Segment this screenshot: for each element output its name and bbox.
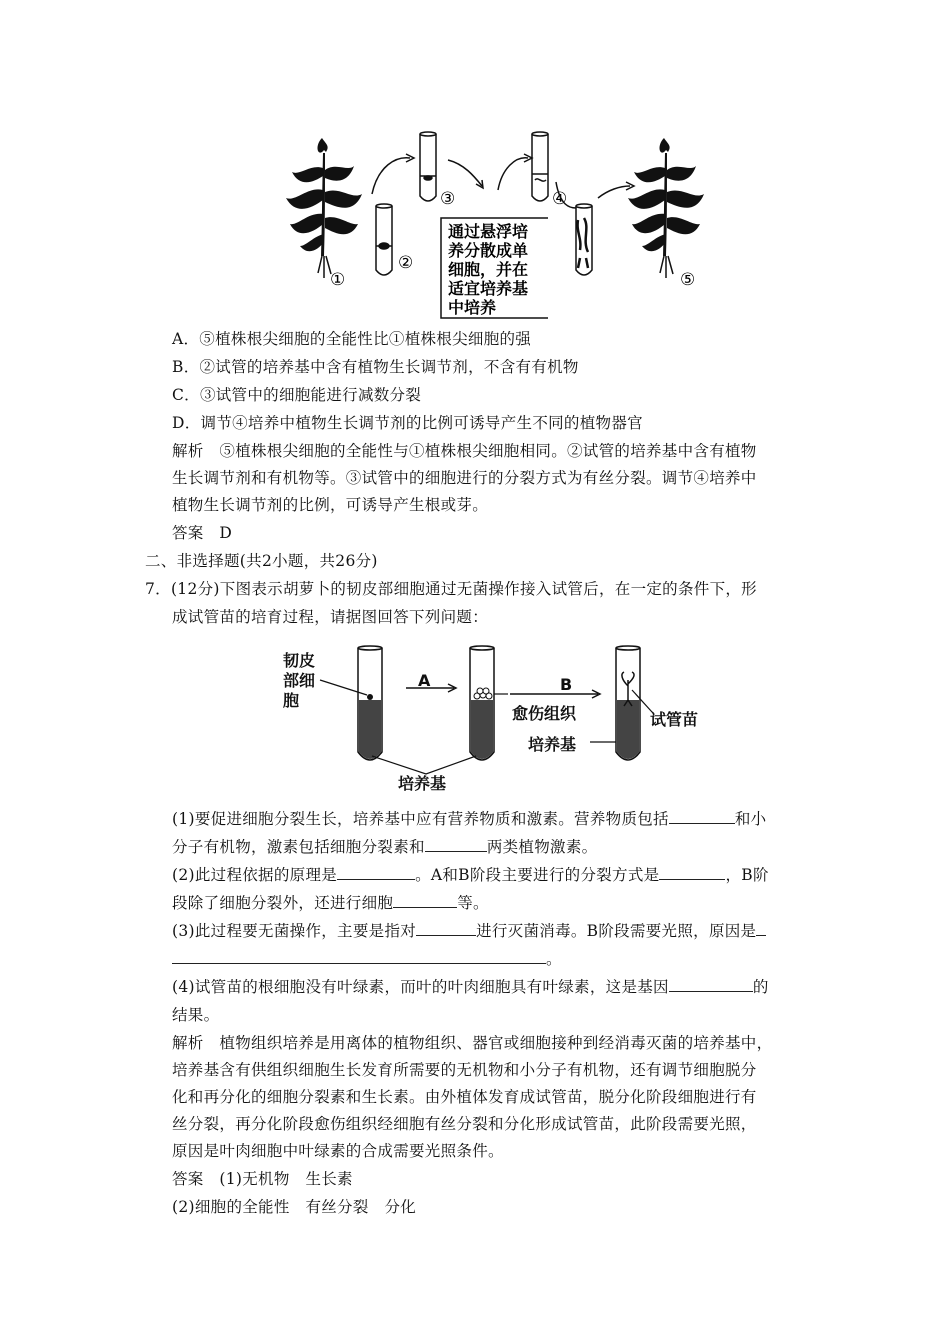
label-2: ② [398,253,414,273]
test-tube-2-icon [376,204,392,275]
arrow-3-icon [498,158,528,190]
label-5: ⑤ [680,270,696,290]
q7-analysis-line: 原因是叶肉细胞中叶绿素的合成需要光照条件。 [172,1142,504,1160]
plant-1-icon [286,138,362,278]
q7-answer-2: (2)细胞的全能性 有丝分裂 分化 [172,1198,417,1216]
medium-label-right: 培养基 [528,735,577,754]
seedling-label: 试管苗 [650,710,699,729]
q6-analysis-line: 生长调节剂和有机物等。③试管中的细胞进行的分裂方式为有丝分裂。调节④培养中 [172,469,757,487]
answer-blank[interactable] [416,921,476,936]
arrow-5-icon [598,186,630,198]
answer-blank[interactable] [669,977,753,992]
label-4: ④ [552,189,568,209]
cell-label: 韧皮 [283,651,316,670]
sub4-line2: 结果。 [172,1006,220,1024]
q7-stem-line: 成试管苗的培育过程，请据图回答下列问题： [172,608,489,626]
q7-analysis-line: 解析 植物组织培养是用离体的植物组织、器官或细胞接种到经消毒灭菌的培养基中， [172,1034,773,1052]
option-d: D．调节④培养中植物生长调节剂的比例可诱导产生不同的植物器官 [172,414,643,432]
sub3-line1: (3)此过程要无菌操作，主要是指对 进行灭菌消毒。B阶段需要光照，原因是 [172,920,766,942]
q6-analysis-line: 解析 ⑤植株根尖细胞的全能性与①植株根尖细胞相同。②试管的培养基中含有植物 [172,442,757,460]
answer-blank[interactable] [659,865,725,880]
sub4-line1: (4)试管苗的根细胞没有叶绿素，而叶的叶肉细胞具有叶绿素，这是基因 的 [172,978,769,996]
answer-blank[interactable] [669,809,735,824]
plant-5-icon [628,138,704,278]
test-tube-1-icon [358,646,382,760]
option-c: C．③试管中的细胞能进行减数分裂 [172,386,422,404]
q6-analysis-line: 植物生长调节剂的比例，可诱导产生根或芽。 [172,496,489,514]
sub2-line2: 段除了细胞分裂外，还进行细胞 等。 [172,894,489,912]
q6-answer: 答案 D [172,524,233,542]
arrow-a-label: A [418,671,431,690]
box-line-5: 中培养 [448,298,497,317]
cell-label: 部细 [283,671,316,690]
q7-analysis-line: 化和再分化的细胞分裂素和生长素。由外植体发育成试管苗，脱分化阶段细胞进行有 [172,1088,757,1106]
test-tube-3b-icon [616,646,640,760]
figure-plant-culture-right [480,128,720,308]
sub1-line2: 分子有机物，激素包括细胞分裂素和 两类植物激素。 [172,838,598,856]
answer-blank[interactable] [337,865,415,880]
pointer-line [320,680,367,695]
answer-blank[interactable] [393,893,457,908]
option-a: A．⑤植株根尖细胞的全能性比①植株根尖细胞的强 [172,330,532,348]
q7-analysis-line: 丝分裂，再分化阶段愈伤组织经细胞有丝分裂和分化形成试管苗，此阶段需要光照， [172,1115,757,1133]
box-line-3: 细胞，并在 [448,260,529,279]
q7-answer-1: 答案 (1)无机物 生长素 [172,1170,353,1188]
label-3: ③ [440,189,456,209]
section-title: 二、非选择题(共2小题，共26分) [145,552,378,570]
sub3-line2: 。 [172,948,562,970]
arrow-2-icon [448,160,482,186]
answer-blank[interactable] [425,837,487,852]
arrow-b-label: B [560,675,573,694]
cell-label: 胞 [283,691,300,710]
box-line-4: 适宜培养基 [448,279,529,298]
box-line-1: 通过悬浮培 [448,222,529,241]
medium-label-bottom: 培养基 [398,774,447,793]
answer-blank[interactable] [756,921,766,936]
test-tube-2b-icon [470,646,494,760]
q7-analysis-line: 培养基含有供组织细胞生长发育所需要的无机物和小分子有机物，还有调节细胞脱分 [172,1061,757,1079]
option-b: B．②试管的培养基中含有植物生长调节剂，不含有有机物 [172,358,579,376]
sub1-line1: (1)要促进细胞分裂生长，培养基中应有营养物质和激素。营养物质包括 和小 [172,810,767,828]
arrow-1-icon [372,158,410,194]
test-tube-4-icon [532,132,548,201]
callus-label: 愈伤组织 [512,704,577,723]
sub2-line1: (2)此过程依据的原理是 。A和B阶段主要进行的分裂方式是 ，B阶 [172,866,769,884]
answer-blank[interactable] [172,949,546,964]
q7-stem-line: 7．(12分)下图表示胡萝卜的韧皮部细胞通过无菌操作接入试管后，在一定的条件下，形 [145,580,757,598]
label-1: ① [330,270,346,290]
box-line-2: 养分散成单 [448,241,529,260]
test-tube-3-icon [420,132,436,201]
test-tube-seedling-icon [576,204,592,275]
